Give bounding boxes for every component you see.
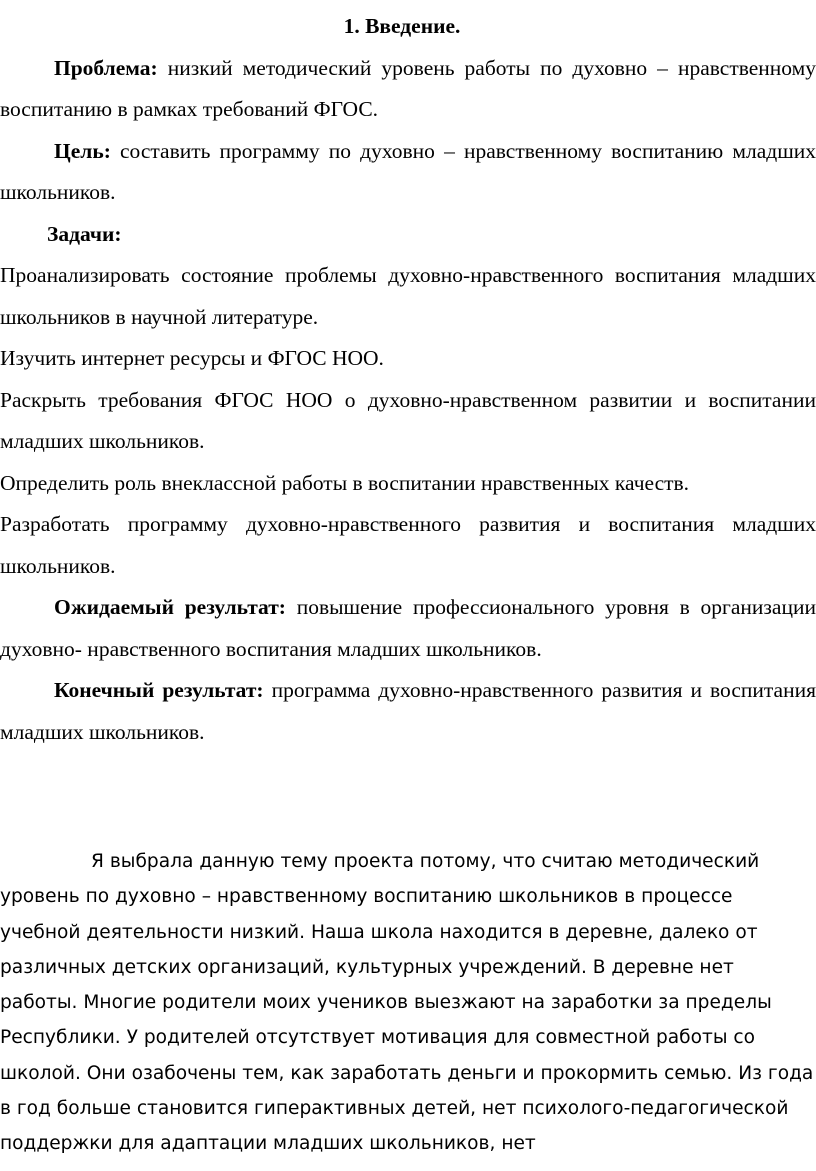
task-item-2: Изучить интернет ресурсы и ФГОС НОО.	[0, 346, 384, 370]
section-heading: 1. Введение.	[343, 14, 461, 38]
problem-text: низкий методический уровень работы по духовно – нравственному воспитанию в рамках требований ФГОС.	[0, 55, 816, 121]
task-item-4: Определить роль внеклассной работы в воспитании нравственных качеств.	[0, 470, 690, 495]
expected-result-label: Ожидаемый результат:	[54, 595, 286, 619]
final-result-label: Конечный результат:	[54, 678, 264, 702]
task-item-3: Раскрыть требования ФГОС НОО о духовно-нравственном развитии и воспитании младших школьников.	[0, 387, 816, 453]
final-result-text: программа духовно-нравственного развития и воспитания младших школьников.	[0, 678, 816, 744]
problem-paragraph	[0, 48, 816, 131]
goal-label: Цель:	[54, 138, 111, 163]
body-paragraph: Я выбрала данную тему проекта потому, что считаю методический уровень по духовно – нравственному воспитанию школьников в процессе учебной деятельности низкий. Наша школа находится в деревне, далеко от различных детских организаций, культурных учреждений. В деревне нет работы. Многие родители моих учеников выезжают на заработки за пределы Республики. У родителей отсутствует мотивация для совместной работы со школой. Они озабочены тем, как заработать деньги и прокормить семью. Из года в год больше становится гиперактивных детей, нет психолого-педагогической поддержки для адаптации младших школьников, нет	[0, 851, 814, 1155]
goal-paragraph	[0, 131, 816, 214]
tasks-label: Задачи:	[47, 221, 122, 246]
problem-label: Проблема:	[54, 55, 158, 80]
task-item-1: Проанализировать состояние проблемы духовно-нравственного воспитания младших школьников в научной литературе.	[0, 263, 816, 329]
task-item-5: Разработать программу духовно-нравственного развития и воспитания младших школьников.	[0, 512, 816, 578]
expected-result-paragraph	[0, 587, 816, 670]
introduction-section	[0, 6, 816, 753]
expected-result-text: повышение профессионального уровня в организации духовно- нравственного воспитания младших школьников.	[0, 595, 816, 661]
final-result-paragraph	[0, 670, 816, 753]
goal-text: составить программу по духовно – нравственному воспитанию младших школьников.	[0, 138, 816, 204]
body-section	[0, 844, 816, 1162]
